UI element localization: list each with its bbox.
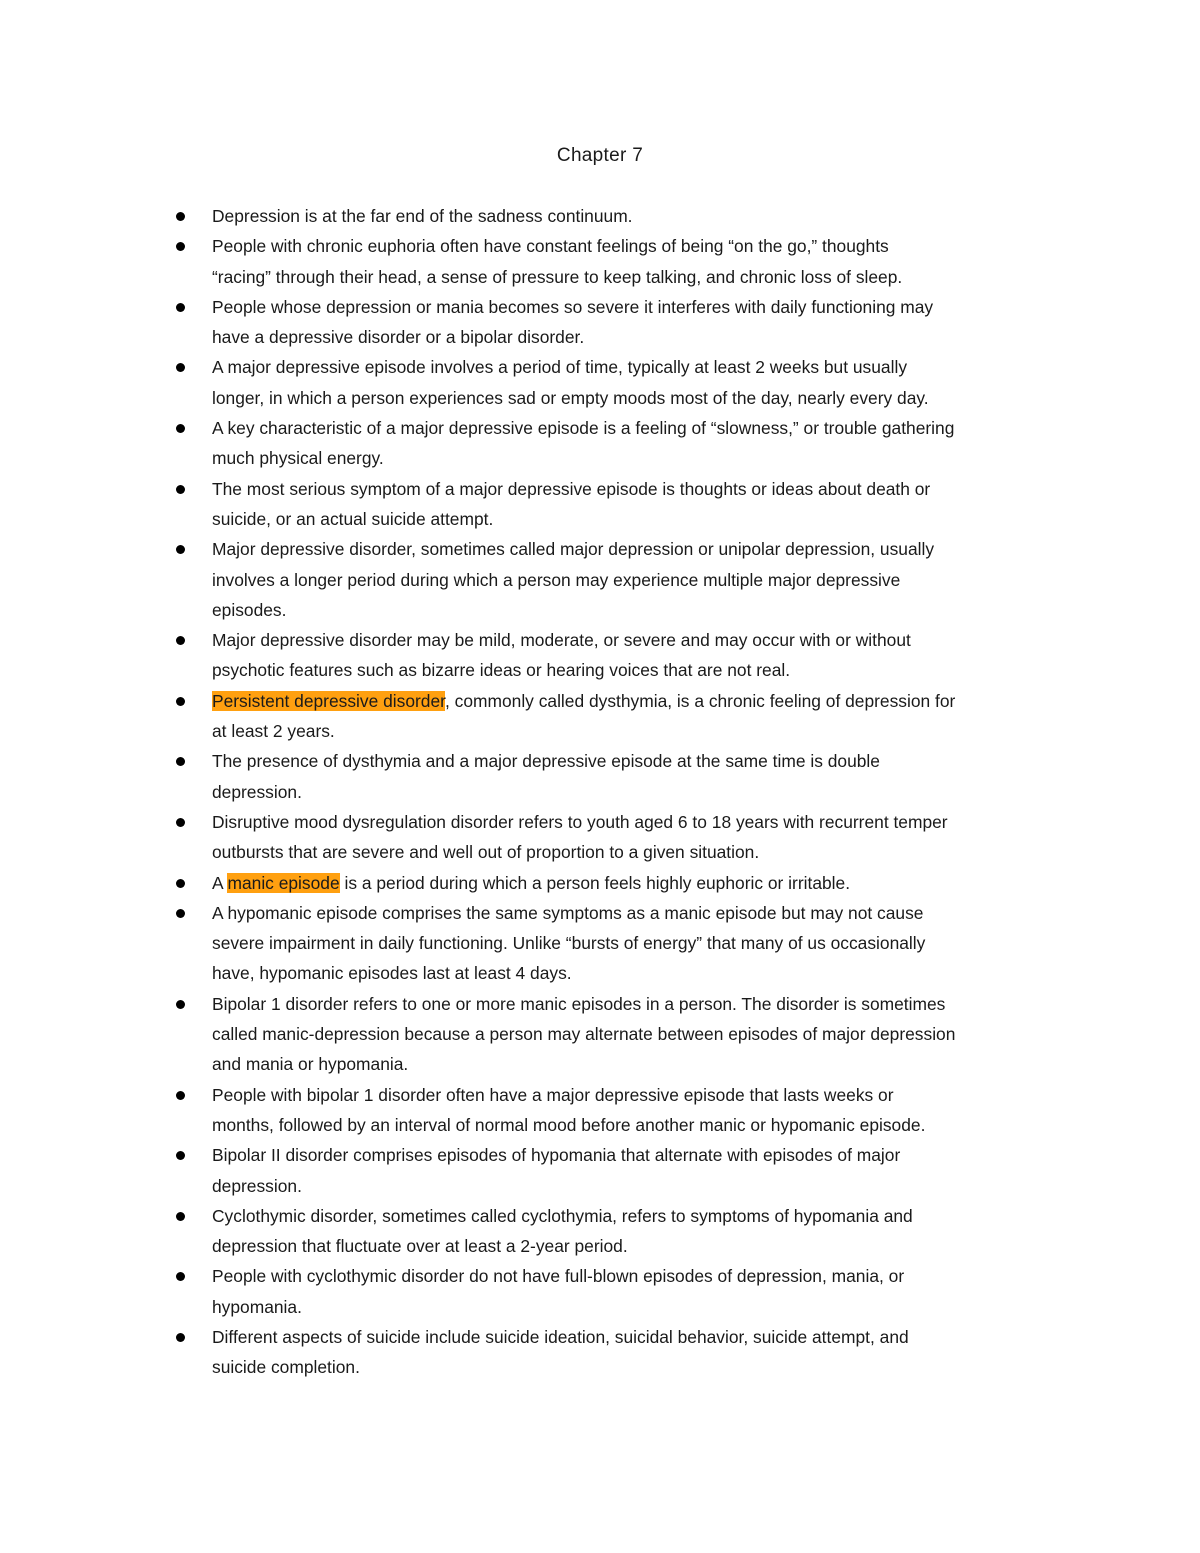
bullet-text: severe impairment in daily functioning. Unlike “bursts of energy” that many of us occasionally <box>212 933 926 954</box>
bullet-text: Disruptive mood dysregulation disorder refers to youth aged 6 to 18 years with recurrent temper <box>212 811 948 832</box>
bullet-text: months, followed by an interval of normal mood before another manic or hypomanic episode. <box>212 1114 926 1135</box>
bullet-line <box>212 443 1072 473</box>
bullet-line <box>212 1049 1072 1079</box>
bullet-line <box>212 868 1072 898</box>
highlighted-term: Persistent depressive disorder <box>212 690 445 711</box>
bullet-line <box>212 565 1072 595</box>
bullet-dot-icon <box>176 1212 185 1221</box>
bullet-text: “racing” through their head, a sense of pressure to keep talking, and chronic loss of sleep. <box>212 266 903 287</box>
bullet-item <box>172 292 1072 353</box>
bullet-text: episodes. <box>212 599 287 620</box>
bullet-line <box>212 595 1072 625</box>
bullet-text: , commonly called dysthymia, is a chronic feeling of depression for <box>444 690 956 711</box>
bullet-item <box>172 231 1072 292</box>
bullet-item <box>172 413 1072 474</box>
bullet-line <box>212 837 1072 867</box>
bullet-line <box>212 534 1072 564</box>
bullet-line <box>212 1171 1072 1201</box>
bullet-item <box>172 352 1072 413</box>
bullet-item <box>172 1140 1072 1201</box>
highlighted-term: manic episode <box>227 872 340 893</box>
bullet-dot-icon <box>176 1000 185 1009</box>
bullet-text: depression that fluctuate over at least a 2-year period. <box>212 1236 628 1257</box>
bullet-text: People with chronic euphoria often have constant feelings of being “on the go,” thoughts <box>212 236 889 257</box>
bullet-text: suicide completion. <box>212 1357 360 1378</box>
bullet-text: People with bipolar 1 disorder often have a major depressive episode that lasts weeks or <box>212 1084 894 1105</box>
bullet-item <box>172 1080 1072 1141</box>
bullet-item <box>172 746 1072 807</box>
bullet-line <box>212 1080 1072 1110</box>
bullet-item <box>172 534 1072 625</box>
bullet-dot-icon <box>176 303 185 312</box>
bullet-item <box>172 1261 1072 1322</box>
page-title: Chapter 7 <box>556 145 644 166</box>
bullet-line <box>212 292 1072 322</box>
bullet-line <box>212 625 1072 655</box>
bullet-item <box>172 625 1072 686</box>
bullet-dot-icon <box>176 424 185 433</box>
bullet-text: have a depressive disorder or a bipolar disorder. <box>212 327 585 348</box>
bullet-dot-icon <box>176 545 185 554</box>
bullet-text: Bipolar 1 disorder refers to one or more manic episodes in a person. The disorder is sometimes <box>212 993 946 1014</box>
bullet-line <box>212 231 1072 261</box>
bullet-item <box>172 474 1072 535</box>
bullet-dot-icon <box>176 1091 185 1100</box>
bullet-line <box>212 777 1072 807</box>
bullet-line <box>212 716 1072 746</box>
bullet-item <box>172 989 1072 1080</box>
bullet-text: Major depressive disorder, sometimes called major depression or unipolar depression, usually <box>212 539 935 560</box>
bullet-dot-icon <box>176 242 185 251</box>
bullet-text: The presence of dysthymia and a major depressive episode at the same time is double <box>212 751 880 772</box>
bullet-line <box>212 352 1072 382</box>
bullet-list <box>172 201 1072 1383</box>
bullet-dot-icon <box>176 818 185 827</box>
bullet-item <box>172 868 1072 898</box>
bullet-line <box>212 898 1072 928</box>
bullet-item <box>172 1322 1072 1383</box>
bullet-line <box>212 1322 1072 1352</box>
bullet-line <box>212 989 1072 1019</box>
bullet-dot-icon <box>176 1272 185 1281</box>
bullet-item <box>172 1201 1072 1262</box>
bullet-line <box>212 1110 1072 1140</box>
bullet-text: depression. <box>212 781 302 802</box>
bullet-text: The most serious symptom of a major depressive episode is thoughts or ideas about death or <box>212 478 931 499</box>
bullet-line <box>212 1261 1072 1291</box>
bullet-line <box>212 201 1072 231</box>
bullet-text: Major depressive disorder may be mild, moderate, or severe and may occur with or without <box>212 630 911 651</box>
bullet-text: psychotic features such as bizarre ideas or hearing voices that are not real. <box>212 660 791 681</box>
bullet-text: longer, in which a person experiences sad or empty moods most of the day, nearly every day. <box>212 387 929 408</box>
bullet-dot-icon <box>176 697 185 706</box>
bullet-text: and mania or hypomania. <box>212 1054 409 1075</box>
bullet-dot-icon <box>176 879 185 888</box>
bullet-line <box>212 746 1072 776</box>
bullet-text: Bipolar II disorder comprises episodes of hypomania that alternate with episodes of major <box>212 1145 901 1166</box>
bullet-text: People with cyclothymic disorder do not have full-blown episodes of depression, mania, or <box>212 1266 905 1287</box>
bullet-item <box>172 686 1072 747</box>
bullet-text: outbursts that are severe and well out of proportion to a given situation. <box>212 842 760 863</box>
bullet-text: A hypomanic episode comprises the same symptoms as a manic episode but may not cause <box>212 902 924 923</box>
bullet-item <box>172 201 1072 231</box>
bullet-text: involves a longer period during which a person may experience multiple major depressive <box>212 569 901 590</box>
bullet-dot-icon <box>176 1333 185 1342</box>
bullet-line <box>212 413 1072 443</box>
bullet-line <box>212 1352 1072 1382</box>
bullet-text: People whose depression or mania becomes so severe it interferes with daily functioning may <box>212 296 934 317</box>
bullet-line <box>212 807 1072 837</box>
bullet-text: A key characteristic of a major depressive episode is a feeling of “slowness,” or trouble gathering <box>212 418 955 439</box>
bullet-dot-icon <box>176 363 185 372</box>
bullet-line <box>212 958 1072 988</box>
bullet-line <box>212 262 1072 292</box>
bullet-dot-icon <box>176 909 185 918</box>
bullet-line <box>212 686 1072 716</box>
bullet-text: Depression is at the far end of the sadness continuum. <box>212 206 633 226</box>
bullet-text: have, hypomanic episodes last at least 4 days. <box>212 963 572 984</box>
bullet-line <box>212 1292 1072 1322</box>
bullet-text: much physical energy. <box>212 448 384 469</box>
bullet-text: suicide, or an actual suicide attempt. <box>212 508 494 529</box>
bullet-line <box>212 504 1072 534</box>
bullet-dot-icon <box>176 757 185 766</box>
bullet-line <box>212 1019 1072 1049</box>
bullet-line <box>212 928 1072 958</box>
bullet-text: A <box>212 872 228 893</box>
bullet-line <box>212 474 1072 504</box>
bullet-item <box>172 807 1072 868</box>
bullet-text: depression. <box>212 1175 302 1196</box>
bullet-text: Cyclothymic disorder, sometimes called cyclothymia, refers to symptoms of hypomania and <box>212 1205 913 1226</box>
bullet-line <box>212 1231 1072 1261</box>
bullet-dot-icon <box>176 485 185 494</box>
bullet-line <box>212 1201 1072 1231</box>
bullet-line <box>212 322 1072 352</box>
bullet-line <box>212 383 1072 413</box>
bullet-dot-icon <box>176 212 185 221</box>
bullet-dot-icon <box>176 636 185 645</box>
bullet-text: hypomania. <box>212 1296 302 1317</box>
bullet-line <box>212 655 1072 685</box>
bullet-text: is a period during which a person feels highly euphoric or irritable. <box>339 872 851 893</box>
bullet-item <box>172 898 1072 989</box>
bullet-text: A major depressive episode involves a period of time, typically at least 2 weeks but usually <box>212 357 908 378</box>
bullet-line <box>212 1140 1072 1170</box>
bullet-dot-icon <box>176 1151 185 1160</box>
bullet-text: at least 2 years. <box>212 721 335 742</box>
bullet-text: Different aspects of suicide include suicide ideation, suicidal behavior, suicide attempt, and <box>212 1326 909 1347</box>
bullet-text: called manic-depression because a person may alternate between episodes of major depression <box>212 1024 956 1045</box>
